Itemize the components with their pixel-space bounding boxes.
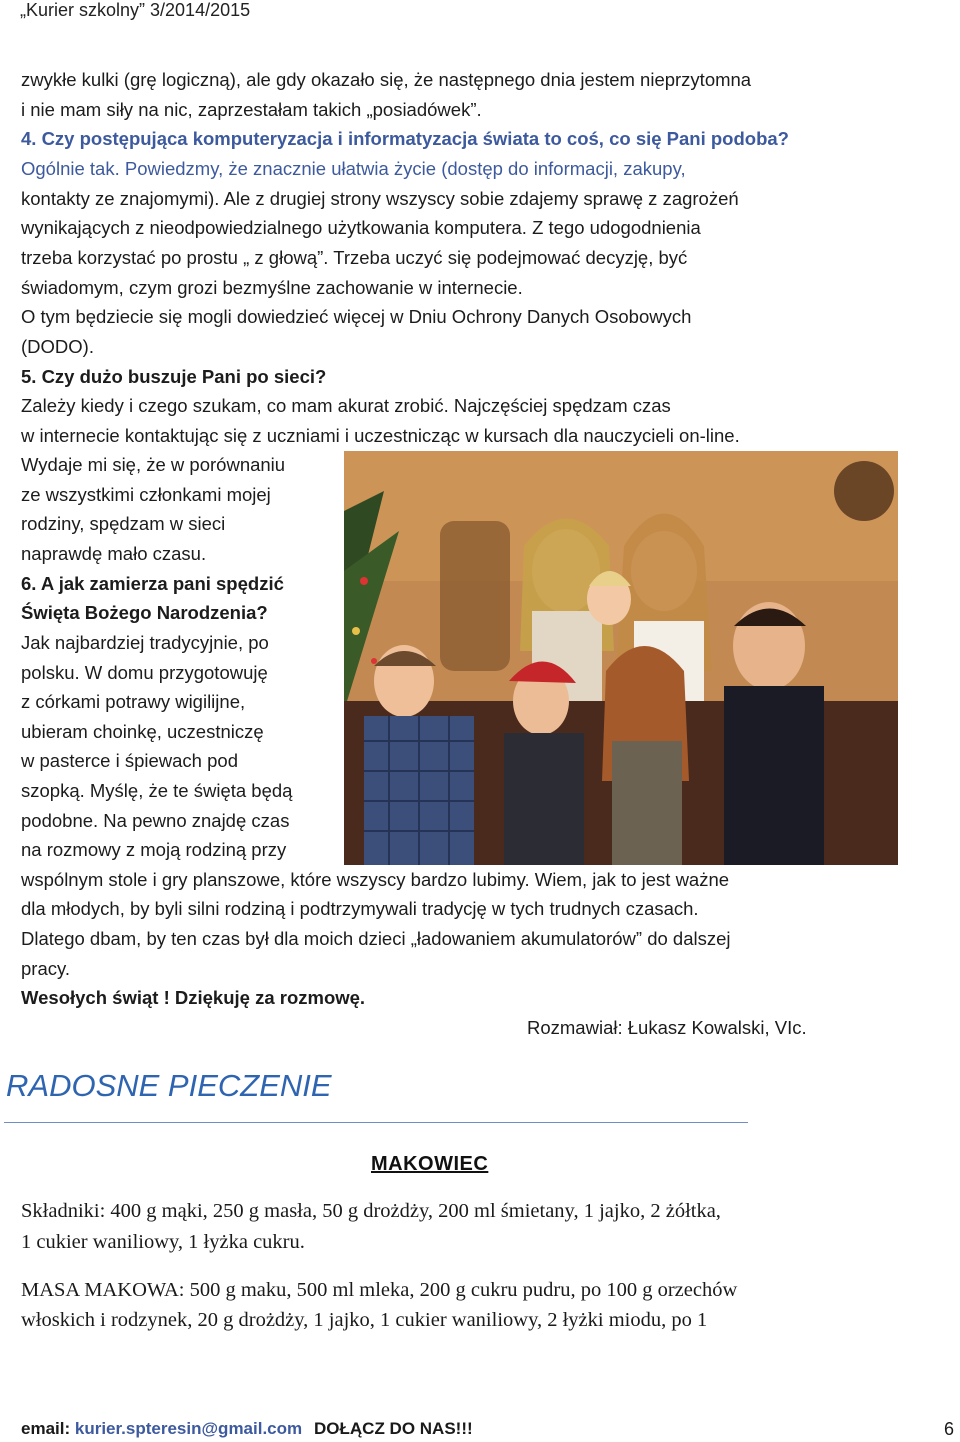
text-line: polsku. W domu przygotowuję [21, 662, 268, 683]
closing-line: Wesołych świąt ! Dziękuję za rozmowę. [21, 987, 366, 1008]
footer-email-label: email: [21, 1419, 75, 1438]
text-line: Jak najbardziej tradycyjnie, po [21, 632, 269, 653]
recipe-title: MAKOWIEC [371, 1153, 489, 1175]
footer-email-link[interactable]: kurier.spteresin@gmail.com [74, 1419, 303, 1438]
filling-line: włoskich i rodzynek, 20 g drożdży, 1 jajko, 1 cukier waniliowy, 2 łyżki miodu, po 1 [21, 1309, 708, 1331]
text-line: zwykłe kulki (grę logiczną), ale gdy okazało się, że następnego dnia jestem nieprzytomna [21, 69, 752, 90]
text-line: trzeba korzystać po prostu „ z głową”. Trzeba uczyć się podejmować decyzję, być [21, 247, 688, 268]
text-line: Ogólnie tak. Powiedzmy, że znacznie ułatwia życie (dostęp do informacji, zakupy, [21, 158, 686, 179]
text-line: pracy. [21, 958, 71, 979]
footer-join: DOŁĄCZ DO NAS!!! [314, 1419, 473, 1438]
text-line: świadomym, czym grozi bezmyślne zachowanie w internecie. [21, 277, 523, 298]
interviewer-signature: Rozmawiał: Łukasz Kowalski, VIc. [527, 1017, 807, 1038]
filling-line: MASA MAKOWA: 500 g maku, 500 ml mleka, 200 g cukru pudru, po 100 g orzechów [21, 1279, 738, 1301]
text-line: rodziny, spędzam w sieci [21, 513, 226, 534]
text-line: Dlatego dbam, by ten czas był dla moich dzieci „ładowaniem akumulatorów” do dalszej [21, 928, 731, 949]
text-line: w internecie kontaktując się z uczniami i uczestnicząc w kursach dla nauczycieli on-line. [21, 425, 740, 446]
text-line: z córkami potrawy wigilijne, [21, 691, 246, 712]
text-line: wspólnym stole i gry planszowe, które wszyscy bardzo lubimy. Wiem, jak to jest ważne [21, 869, 730, 890]
text-line: (DODO). [21, 336, 94, 357]
text-line: podobne. Na pewno znajdę czas [21, 810, 290, 831]
text-line: dla młodych, by byli silni rodziną i podtrzymywali tradycję w tych trudnych czasach. [21, 898, 699, 919]
page-number: 6 [944, 1419, 955, 1439]
text-line: na rozmowy z moją rodziną przy [21, 839, 287, 860]
header-title: „Kurier szkolny” 3/2014/2015 [20, 0, 251, 20]
text-line: w pasterce i śpiewach pod [21, 750, 238, 771]
text-line: ze wszystkimi członkami mojej [21, 484, 271, 505]
ingredients-line: 1 cukier waniliowy, 1 łyżka cukru. [21, 1231, 305, 1253]
question-4: 4. Czy postępująca komputeryzacja i informatyzacja świata to coś, co się Pani podoba? [21, 128, 789, 149]
section-divider [4, 1122, 748, 1123]
question-6: 6. A jak zamierza pani spędzić [21, 573, 284, 594]
text-line: kontakty ze znajomymi). Ale z drugiej strony wszyscy sobie zdajemy sprawę z zagrożeń [21, 188, 739, 209]
text-line: wynikających z nieodpowiedzialnego użytkowania komputera. Z tego udogodnienia [21, 217, 701, 238]
text-line: ubieram choinkę, uczestniczę [21, 721, 264, 742]
ingredients-line: Składniki: 400 g mąki, 250 g masła, 50 g drożdży, 200 ml śmietany, 1 jajko, 2 żółtka, [21, 1200, 721, 1222]
text-line: naprawdę mało czasu. [21, 543, 207, 564]
question-5: 5. Czy dużo buszuje Pani po sieci? [21, 366, 327, 387]
text-line: Wydaje mi się, że w porównaniu [21, 454, 286, 475]
family-photo [344, 451, 898, 865]
footer-email [21, 1419, 302, 1439]
text-line: Zależy kiedy i czego szukam, co mam akurat zrobić. Najczęściej spędzam czas [21, 395, 671, 416]
text-line: O tym będziecie się mogli dowiedzieć więcej w Dniu Ochrony Danych Osobowych [21, 306, 692, 327]
text-line: i nie mam siły na nic, zaprzestałam takich „posiadówek”. [21, 99, 482, 120]
section-title: RADOSNE PIECZENIE [6, 1068, 332, 1103]
text-line: szopką. Myślę, że te święta będą [21, 780, 293, 801]
question-6-cont: Święta Bożego Narodzenia? [21, 602, 268, 623]
